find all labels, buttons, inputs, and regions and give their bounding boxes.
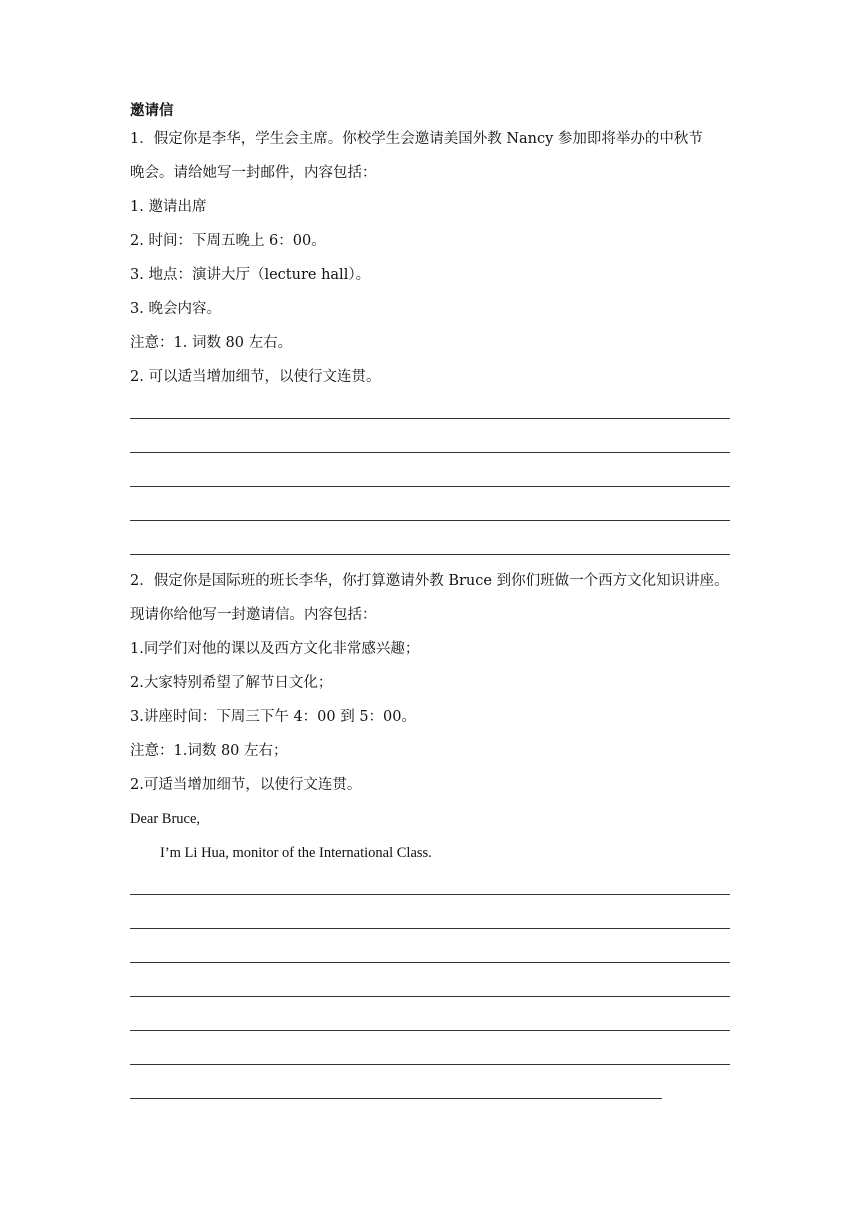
answer-line <box>130 870 730 904</box>
answer-line <box>130 394 730 428</box>
task1-point-4: 3. 晚会内容。 <box>130 301 221 317</box>
answer-line <box>130 496 730 530</box>
document-page <box>130 100 730 1108</box>
task2-note-line1: 注意：1.词数 80 左右； <box>130 743 288 759</box>
task1-prompt-line2: 晚会。请给她写一封邮件，内容包括： <box>130 165 377 181</box>
task1-point-1: 1. 邀请出席 <box>130 199 207 215</box>
task2-point-3: 3.讲座时间：下周三下午 4：00 到 5：00。 <box>130 709 417 725</box>
task1-note-line2: 2. 可以适当增加细节，以使行文连贯。 <box>130 369 381 385</box>
task2-note-line2: 2.可适当增加细节，以使行文连贯。 <box>130 777 362 793</box>
task2-point-1: 1.同学们对他的课以及西方文化非常感兴趣； <box>130 641 420 657</box>
answer-line <box>130 462 730 496</box>
answer-line <box>130 938 730 972</box>
letter-opening: I’m Li Hua, monitor of the International Class. <box>160 845 432 861</box>
task2-point-2: 2.大家特别希望了解节日文化； <box>130 675 333 691</box>
answer-line <box>130 904 730 938</box>
document-title: 邀请信 <box>130 102 174 119</box>
letter-greeting: Dear Bruce, <box>130 811 201 827</box>
answer-line <box>130 428 730 462</box>
answer-line <box>130 972 730 1006</box>
answer-line <box>130 530 730 564</box>
answer-line <box>130 1040 730 1074</box>
answer-line <box>130 1006 730 1040</box>
task1-prompt-line1: 1．假定你是李华，学生会主席。你校学生会邀请美国外教 Nancy 参加即将举办的中秋节 <box>130 131 703 147</box>
task1-point-2: 2. 时间：下周五晚上 6：00。 <box>130 233 326 249</box>
task1-note-line1: 注意：1. 词数 80 左右。 <box>130 335 293 351</box>
task1-point-3: 3. 地点：演讲大厅（lecture hall）。 <box>130 267 371 283</box>
answer-line-last <box>130 1074 730 1108</box>
task2-prompt-line2: 现请你给他写一封邀请信。内容包括： <box>130 607 377 623</box>
task2-prompt-line1: 2．假定你是国际班的班长李华，你打算邀请外教 Bruce 到你们班做一个西方文化知识讲座。 <box>130 573 729 589</box>
